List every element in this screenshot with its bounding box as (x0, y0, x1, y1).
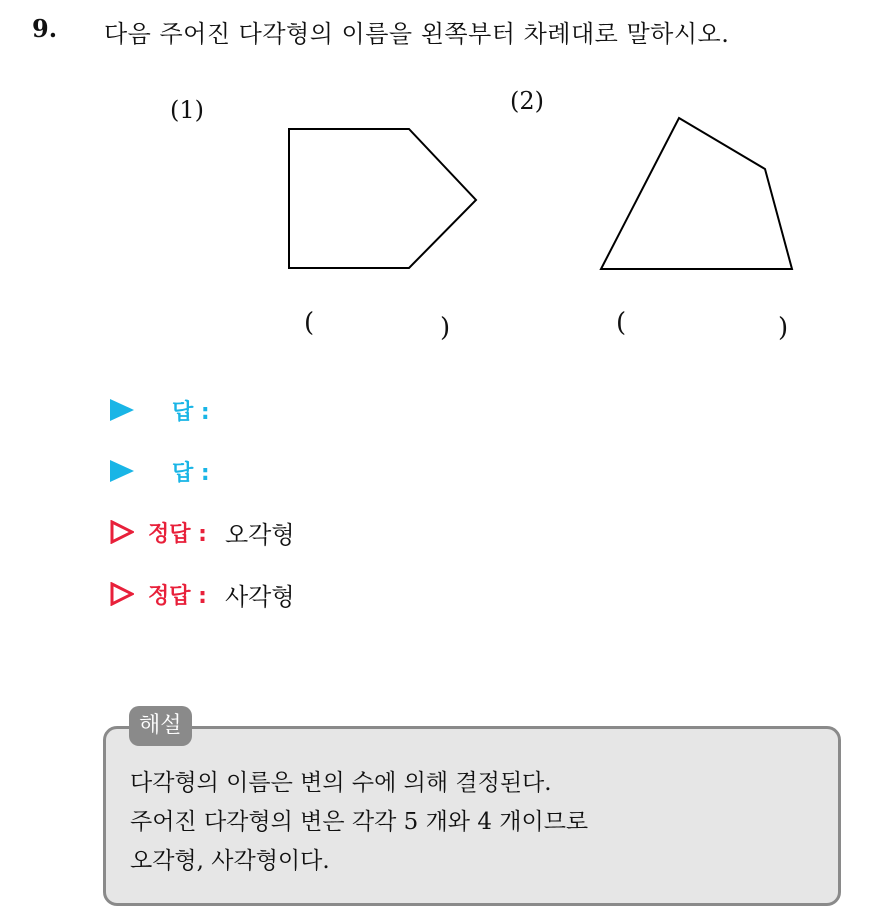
figure-1-close-paren: ) (440, 313, 451, 343)
figure-1-label: (1) (170, 96, 204, 124)
figure-2-label: (2) (510, 87, 544, 115)
play-triangle-icon (110, 399, 134, 421)
answer-label: 답 : (172, 460, 210, 486)
correct-answer-label: 정답 : (148, 521, 207, 547)
correct-answer-row-2 (110, 578, 295, 610)
figure-1-open-paren: ( (304, 308, 315, 338)
correct-answer-value: 오각형 (224, 520, 295, 549)
outline-triangle-icon (110, 582, 134, 606)
correct-answer-value: 사각형 (224, 582, 295, 611)
explanation-tag: 해설 (129, 706, 192, 746)
play-triangle-icon (110, 460, 134, 482)
figure-2-close-paren: ) (778, 313, 789, 343)
explanation-line-2: 주어진 다각형의 변은 각각 5 개와 4 개이므로 (130, 809, 589, 835)
correct-answer-label: 정답 : (148, 583, 207, 609)
outline-triangle-icon (110, 520, 134, 544)
question-number: 9. (32, 14, 58, 43)
question-text: 다음 주어진 다각형의 이름을 왼쪽부터 차례대로 말하시오. (104, 20, 730, 48)
explanation-line-1: 다각형의 이름은 변의 수에 의해 결정된다. (130, 770, 552, 796)
explanation-line-3: 오각형, 사각형이다. (130, 848, 330, 874)
answer-label: 답 : (172, 399, 210, 425)
correct-answer-row-1 (110, 516, 295, 548)
answer-row-1 (110, 394, 228, 426)
figure-2-open-paren: ( (616, 308, 627, 338)
quadrilateral-figure (597, 115, 797, 275)
answer-row-2 (110, 455, 228, 487)
pentagon-figure (285, 125, 485, 275)
